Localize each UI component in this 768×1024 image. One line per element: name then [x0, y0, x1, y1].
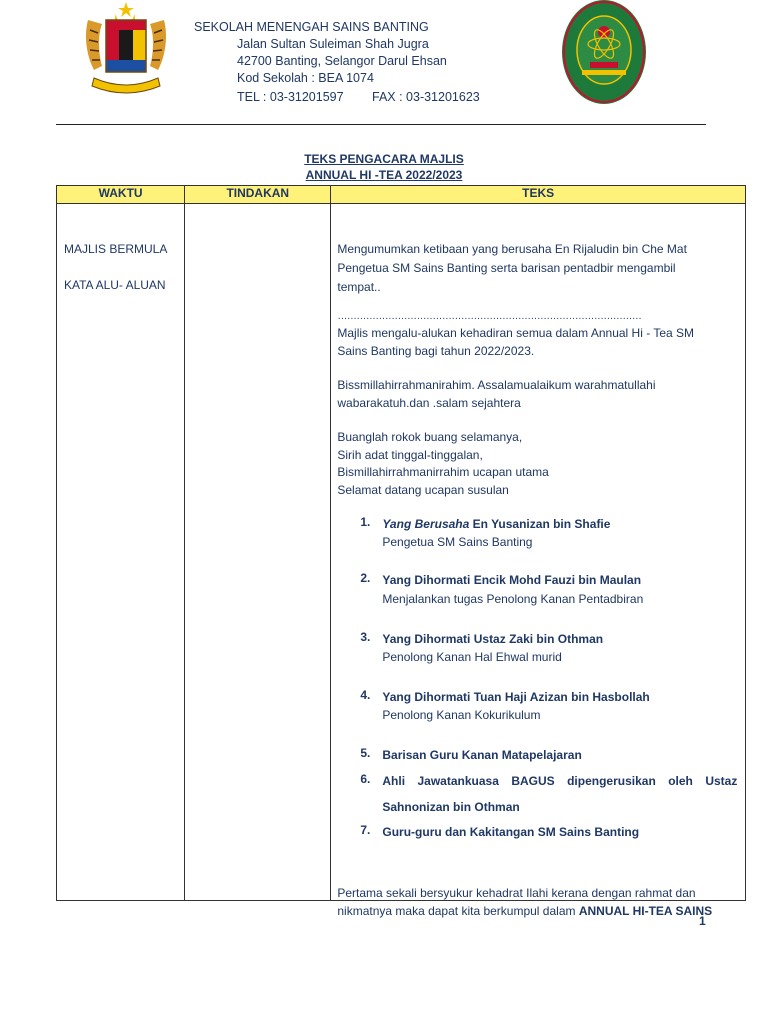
list-item-6-word: Jawatankuasa — [417, 774, 499, 788]
header-waktu: WAKTU — [57, 186, 185, 204]
table-header-row — [57, 186, 746, 204]
list-item-2-sub: Menjalankan tugas Penolong Kanan Pentadbiran — [382, 592, 644, 606]
list-item-6-word: Ahli — [382, 774, 406, 788]
list-number-7: 7. — [360, 823, 371, 837]
list-item-6-word: oleh — [668, 774, 693, 788]
waktu-kata-alu-aluan: KATA ALU- ALUAN — [64, 278, 166, 292]
list-item-1-honorific: Yang Berusaha — [382, 517, 470, 531]
list-item-2-title: Yang Dihormati Encik Mohd Fauzi bin Maulan — [382, 573, 642, 587]
list-number-6: 6. — [360, 772, 371, 786]
teks-p2-line2: Sains Banting bagi tahun 2022/2023. — [337, 344, 535, 358]
list-item-4-title: Yang Dihormati Tuan Haji Azizan bin Hasbollah — [382, 690, 650, 704]
school-crest-logo — [560, 0, 648, 106]
telephone: TEL : 03-31201597 — [237, 90, 344, 104]
page-number: 1 — [699, 914, 706, 928]
teks-p5-line2 — [337, 902, 712, 920]
list-number-1: 1. — [360, 515, 371, 529]
address-line-2: 42700 Banting, Selangor Darul Ehsan — [237, 54, 447, 68]
teks-p1-line3: tempat.. — [337, 280, 381, 294]
teks-pantun-line3: Bismillahirrahmanirrahim ucapan utama — [337, 465, 549, 479]
school-code: Kod Sekolah : BEA 1074 — [237, 71, 374, 85]
list-item-5-title: Barisan Guru Kanan Matapelajaran — [382, 748, 582, 762]
list-item-6-title — [382, 772, 737, 790]
header-tindakan: TINDAKAN — [185, 186, 331, 204]
document-title: TEKS PENGACARA MAJLIS — [304, 152, 464, 166]
table-row — [57, 204, 746, 901]
teks-pantun-line2: Sirih adat tinggal-tinggalan, — [337, 448, 483, 462]
list-item-6-word: Ustaz — [705, 774, 738, 788]
school-name: SEKOLAH MENENGAH SAINS BANTING — [194, 20, 429, 34]
fax: FAX : 03-31201623 — [372, 90, 480, 104]
list-item-4-sub: Penolong Kanan Kokurikulum — [382, 708, 541, 722]
teks-dotted-line: …………………………………………………………………………………… — [337, 311, 642, 322]
list-number-5: 5. — [360, 746, 371, 760]
document-subtitle: ANNUAL HI -TEA 2022/2023 — [305, 168, 463, 182]
header-divider — [56, 124, 706, 125]
teks-p1-line1: Mengumumkan ketibaan yang berusaha En Rijaludin bin Che Mat — [337, 242, 687, 256]
teks-pantun-line1: Buanglah rokok buang selamanya, — [337, 430, 523, 444]
tindakan-cell — [185, 204, 331, 901]
list-item-3-title: Yang Dihormati Ustaz Zaki bin Othman — [382, 632, 604, 646]
teks-p5-line2-bold: ANNUAL HI-TEA SAINS — [578, 904, 713, 918]
address-line-1: Jalan Sultan Suleiman Shah Jugra — [237, 37, 429, 51]
teks-p2-line1: Majlis mengalu-alukan kehadiran semua dalam Annual Hi - Tea SM — [337, 326, 695, 340]
list-item-1-title — [382, 515, 610, 533]
teks-p3-line2: wabarakatuh.dan .salam sejahtera — [337, 396, 521, 410]
header-teks: TEKS — [331, 186, 746, 204]
teks-p3-line1: Bissmillahirrahmanirahim. Assalamualaikum warahmatullahi — [337, 378, 656, 392]
teks-p5-line2-plain: nikmatnya maka dapat kita berkumpul dalam — [337, 904, 579, 918]
list-item-1-sub: Pengetua SM Sains Banting — [382, 535, 533, 549]
list-number-3: 3. — [360, 630, 371, 644]
list-item-6-title-line2: Sahnonizan bin Othman — [382, 800, 520, 814]
list-number-4: 4. — [360, 688, 371, 702]
waktu-majlis-bermula: MAJLIS BERMULA — [64, 242, 168, 256]
coat-of-arms-logo — [80, 0, 172, 96]
list-item-3-sub: Penolong Kanan Hal Ehwal murid — [382, 650, 562, 664]
teks-pantun-line4: Selamat datang ucapan susulan — [337, 483, 509, 497]
list-item-1-name: En Yusanizan bin Shafie — [469, 517, 611, 531]
teks-p1-line2: Pengetua SM Sains Banting serta barisan pentadbir mengambil — [337, 261, 676, 275]
list-number-2: 2. — [360, 571, 371, 585]
list-item-7-title: Guru-guru dan Kakitangan SM Sains Banting — [382, 825, 640, 839]
programme-table — [56, 185, 746, 918]
teks-p5-line1: Pertama sekali bersyukur kehadrat Ilahi kerana dengan rahmat dan — [337, 886, 696, 900]
waktu-cell — [57, 204, 185, 901]
teks-cell — [331, 204, 746, 918]
list-item-6-word: dipengerusikan — [567, 774, 656, 788]
list-item-6-word: BAGUS — [511, 774, 555, 788]
